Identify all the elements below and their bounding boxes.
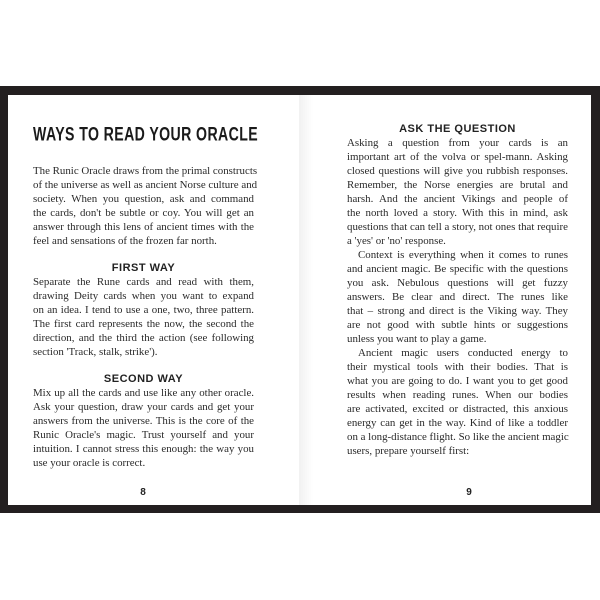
text-line: what you are going to do. I want you to get good: [347, 375, 568, 387]
book-spread: [8, 95, 591, 505]
text-line: results when reading runes. When our bodies: [347, 389, 568, 401]
paragraph: [347, 248, 568, 346]
text-line: their mystical tools with their bodies. That is: [347, 361, 568, 373]
text-line: The Runic Oracle draws from the primal constructs: [33, 165, 258, 177]
text-line: intuition. I cannot stress this enough: the way you: [33, 443, 254, 455]
spacer: [33, 359, 254, 372]
text-line: are activated, excited or distracted, this anxious: [347, 403, 568, 415]
text-line: Separate the Rune cards and read with them,: [33, 276, 254, 288]
paragraph: [33, 275, 254, 359]
right-page-body: [347, 122, 568, 458]
text-line: Ancient magic users conducted energy to: [358, 347, 568, 359]
text-line: Context is everything when it comes to runes: [358, 249, 568, 261]
text-line: users, prepare yourself first:: [347, 445, 470, 457]
text-line: Ask your question, draw your cards and get your: [33, 401, 254, 413]
text-line: closed questions will give you rubbish responses.: [347, 165, 568, 177]
right-page: [299, 95, 591, 505]
paragraph: [33, 164, 258, 248]
left-page-body: [33, 164, 258, 470]
text-line: The first card represents the now, the second the: [33, 318, 254, 330]
text-line: unless you want to play a game.: [347, 333, 487, 345]
text-line: Runic Oracle's magic. Trust yourself and your: [33, 429, 254, 441]
text-line: drawing Deity cards when you want to expand: [33, 290, 254, 302]
chapter-title: WAYS TO READ YOUR ORACLE: [33, 123, 259, 145]
text-line: questions that can tell a story, not ones that require: [347, 221, 568, 233]
text-line: use your oracle is correct.: [33, 457, 146, 469]
paragraph: [33, 386, 254, 470]
section-heading: ASK THE QUESTION: [399, 123, 516, 135]
text-line: the cards, don't be subtle or coy. You will get an: [33, 207, 254, 219]
text-line: answers from the universe. This is the core of the: [33, 415, 254, 427]
text-line: answers. Be clear and direct. The runes like: [347, 291, 568, 303]
text-line: Mix up all the cards and use like any other oracle.: [33, 387, 254, 399]
text-line: answer through this lens of ancient times with the: [33, 221, 254, 233]
text-line: energy can get in the way. Kind of like a toddler: [347, 417, 568, 429]
text-line: the north loved a story. With this in mind, ask: [347, 207, 568, 219]
text-line: society. When you question, ask and command: [33, 193, 254, 205]
text-line: important art of the volva or spel-mann. Asking: [347, 151, 568, 163]
text-line: direction, and the third the action (see following: [33, 332, 254, 344]
text-line: a 'yes' or 'no' response.: [347, 235, 446, 247]
text-line: and ancient magic. Be specific with the questions: [347, 263, 568, 275]
text-line: that – strong and direct is the Viking way. They: [347, 305, 568, 317]
page-number: 8: [140, 487, 146, 498]
text-line: harsh. And the ancient Vikings and people of: [347, 193, 568, 205]
section-heading: SECOND WAY: [103, 373, 184, 385]
left-page: [8, 95, 300, 505]
paragraph: [347, 346, 568, 458]
section-heading: FIRST WAY: [111, 262, 176, 274]
text-line: Remember, the Norse energies are brutal and: [347, 179, 568, 191]
paragraph: [347, 136, 568, 248]
text-line: section 'Track, stalk, strike').: [33, 346, 158, 358]
spacer: [33, 248, 254, 261]
text-line: Asking a question from your cards is an: [347, 137, 568, 149]
page-number: 9: [466, 487, 472, 498]
text-line: feel and sensations of the frozen far north.: [33, 235, 217, 247]
text-line: of the universe as well as ancient Norse culture and: [33, 179, 258, 191]
text-line: you ask. Nebulous questions will get fuzzy: [347, 277, 568, 289]
text-line: on an idea. I tend to use a one, two, three pattern.: [33, 304, 254, 316]
text-line: on a long-distance flight. So like the ancient magic: [347, 431, 569, 443]
text-line: are not good with subtle hints or suggestions: [347, 319, 568, 331]
